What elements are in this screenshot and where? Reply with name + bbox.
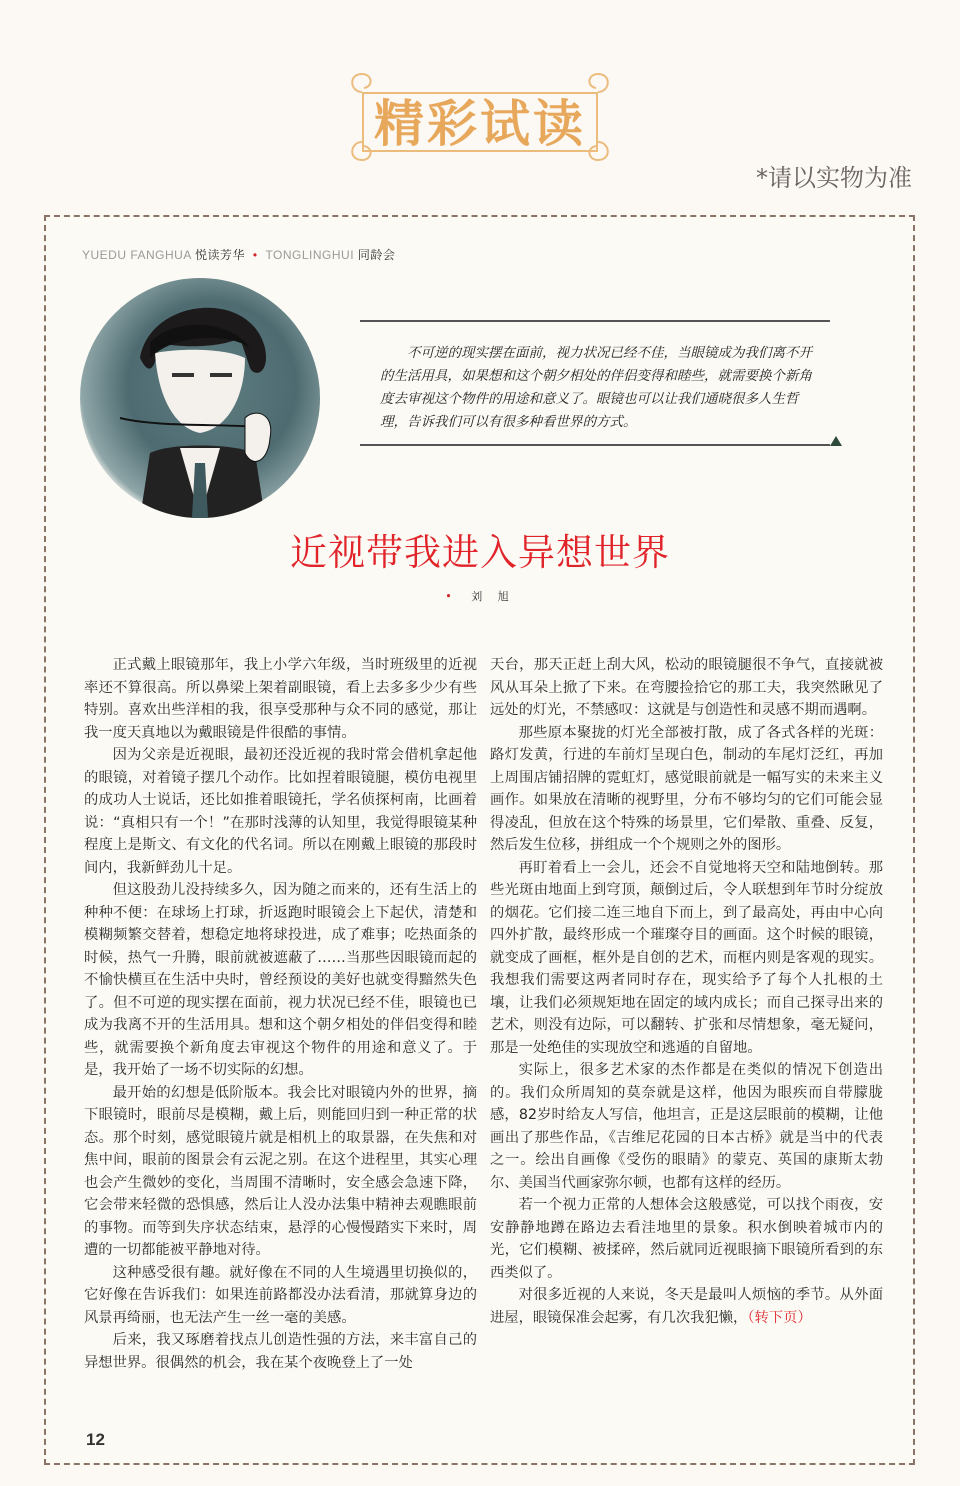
bullet-icon: • [445, 590, 458, 603]
paragraph: 那些原本聚拢的灯光全部被打散，成了各式各样的光斑：路灯发黄，行进的车前灯呈现白色，制动的车尾灯泛红，再加上周围店铺招牌的霓虹灯，感觉眼前就是一幅写实的未来主义画作。如果放在清晰的视野里，分布不够均匀的它们可能会显得凌乱，但放在这个特殊的场景里，它们晕散、重叠、反复，然后发生位移，拼组成一个个规则之外的图形。 [490, 724, 883, 853]
running-head [82, 246, 395, 263]
paragraph: 最开始的幻想是低阶版本。我会比对眼镜内外的世界，摘下眼镜时，眼前尽是模糊，戴上后，则能回归到一种正常的状态。那个时刻，感觉眼镜片就是相机上的取景器，在失焦和对焦中间，眼前的图景会有云泥之别。在这个进程里，其实心理也会产生微妙的变化，当周围不清晰时，安全感会急速下降，它会带来轻微的恐惧感，然后让人没办法集中精神去观瞧眼前的事物。而等到失序状态结束，悬浮的心慢慢踏实下来时，周遭的一切都能被平静地对待。 [84, 1084, 477, 1258]
illustration-portrait [80, 278, 320, 518]
column-name-cn: 悦读芳华 [195, 248, 246, 262]
paragraph: 再盯着看上一会儿，还会不自觉地将天空和陆地倒转。那些光斑由地面上到穹顶，颠倒过后，令人联想到年节时分绽放的烟花。它们接二连三地自下而上，到了最高处，再由中心向四外扩散，最终形成一个璀璨夺目的画面。这个时候的眼镜，就变成了画框，框外是自创的艺术，而框内则是客观的现实。我想我们需要这两者同时存在，现实给予了每个人扎根的土壤，让我们必须规矩地在固定的域内成长；而自己探寻出来的艺术，则没有边际，可以翻转、扩张和尽情想象，毫无疑问，那是一处绝佳的实现放空和逃遁的自留地。 [490, 859, 883, 1056]
column-name-en: YUEDU FANGHUA [82, 248, 192, 262]
paragraph: 实际上，很多艺术家的杰作都是在类似的情况下创造出的。我们众所周知的莫奈就是这样，他因为眼疾而自带朦胧感，82岁时给友人写信，他坦言，正是这层眼前的模糊，让他画出了那些作品，《吉维尼花园的日本古桥》就是当中的代表之一。绘出自画像《受伤的眼睛》的蒙克、英国的康斯太勃尔、美国当代画家弥尔顿，也都有这样的经历。 [490, 1062, 883, 1191]
paragraph-continuation: 天台，那天正赶上刮大风，松动的眼镜腿很不争气，直接就被风从耳朵上掀了下来。在弯腰捡拾它的那工夫，我突然瞅见了远处的灯光，不禁感叹：这就是与创造性和灵感不期而遇啊。 [490, 657, 883, 718]
rule-top [360, 320, 830, 322]
page-number: 12 [86, 1430, 105, 1449]
lead-box [360, 320, 840, 450]
disclaimer: *请以实物为准 [756, 164, 912, 192]
paragraph: 后来，我又琢磨着找点儿创造性强的方法，来丰富自己的异想世界。很偶然的机会，我在某个夜晚登上了一处 [84, 1332, 477, 1371]
body-column-right [490, 654, 883, 1329]
boy-with-glasses-illustration [80, 278, 320, 518]
separator-dot: • [252, 248, 258, 262]
continued-next-page-link[interactable]: （转下页） [747, 1309, 812, 1326]
byline [240, 588, 720, 604]
triangle-marker-icon [830, 436, 842, 446]
banner-title: 精彩试读 [374, 94, 586, 153]
section-name-en: TONGLINGHUI [265, 248, 355, 262]
banner [340, 62, 620, 162]
lead-text: 不可逆的现实摆在面前，视力状况已经不佳，当眼镜成为我们离不开的生活用具，如果想和这个朝夕相处的伴侣变得和睦些，就需要换个新角度去审视这个物件的用途和意义了。眼镜也可以让我们通晓很多人生哲理，告诉我们可以有很多种看世界的方式。 [380, 345, 812, 430]
last-paragraph-text: 对很多近视的人来说，冬天是最叫人烦恼的季节。从外面进屋，眼镜保准会起雾，有几次我犯懒， [490, 1287, 883, 1326]
paragraph: 这种感受很有趣。就好像在不同的人生境遇里切换似的，它好像在告诉我们：如果连前路都没办法看清，那就算身边的风景再绮丽，也无法产生一丝一毫的美感。 [84, 1264, 477, 1326]
paragraph: 若一个视力正常的人想体会这般感觉，可以找个雨夜，安安静静地蹲在路边去看洼地里的景象。积水倒映着城市内的光，它们模糊、被揉碎，然后就同近视眼摘下眼镜所看到的东西类似了。 [490, 1197, 883, 1281]
paragraph: 正式戴上眼镜那年，我上小学六年级，当时班级里的近视率还不算很高。所以鼻梁上架着副眼镜，看上去多多少少有些特别。喜欢出些洋相的我，很享受那种与众不同的感觉，那让我一度天真地以为戴眼镜是件很酷的事情。 [84, 657, 477, 741]
section-name-cn: 同龄会 [357, 248, 396, 262]
article-title: 近视带我进入异想世界 [290, 531, 670, 574]
paragraph: 因为父亲是近视眼，最初还没近视的我时常会借机拿起他的眼镜，对着镜子摆几个动作。比如捏着眼镜腿，模仿电视里的成功人士说话，还比如推着眼镜托，学名侦探柯南，比画着说：“真相只有一个！”在那时浅薄的认知里，我觉得眼镜某种程度上是斯文、有文化的代名词。所以在刚戴上眼镜的那段时间内，我新鲜劲儿十足。 [84, 747, 477, 876]
paragraph: 但这股劲儿没持续多久，因为随之而来的，还有生活上的种种不便：在球场上打球，折返跑时眼镜会上下起伏，清楚和模糊频繁交替着，想稳定地将球投进，成了难事；吃热面条的时候，热气一升腾，眼前就被遮蔽了……当那些因眼镜而起的不愉快横亘在生活中央时，曾经预设的美好也就变得黯然失色了。但不可逆的现实摆在面前，视力状况已经不佳，眼镜也已成为我离不开的生活用具。想和这个朝夕相处的伴侣变得和睦些，就需要换个新角度去审视这个物件的用途和意义了。于是，我开始了一场不切实际的幻想。 [84, 882, 477, 1078]
paragraph-last [490, 1284, 883, 1329]
body-column-left [84, 654, 477, 1374]
author-name: 刘 旭 [471, 590, 515, 603]
rule-bottom [360, 444, 830, 446]
